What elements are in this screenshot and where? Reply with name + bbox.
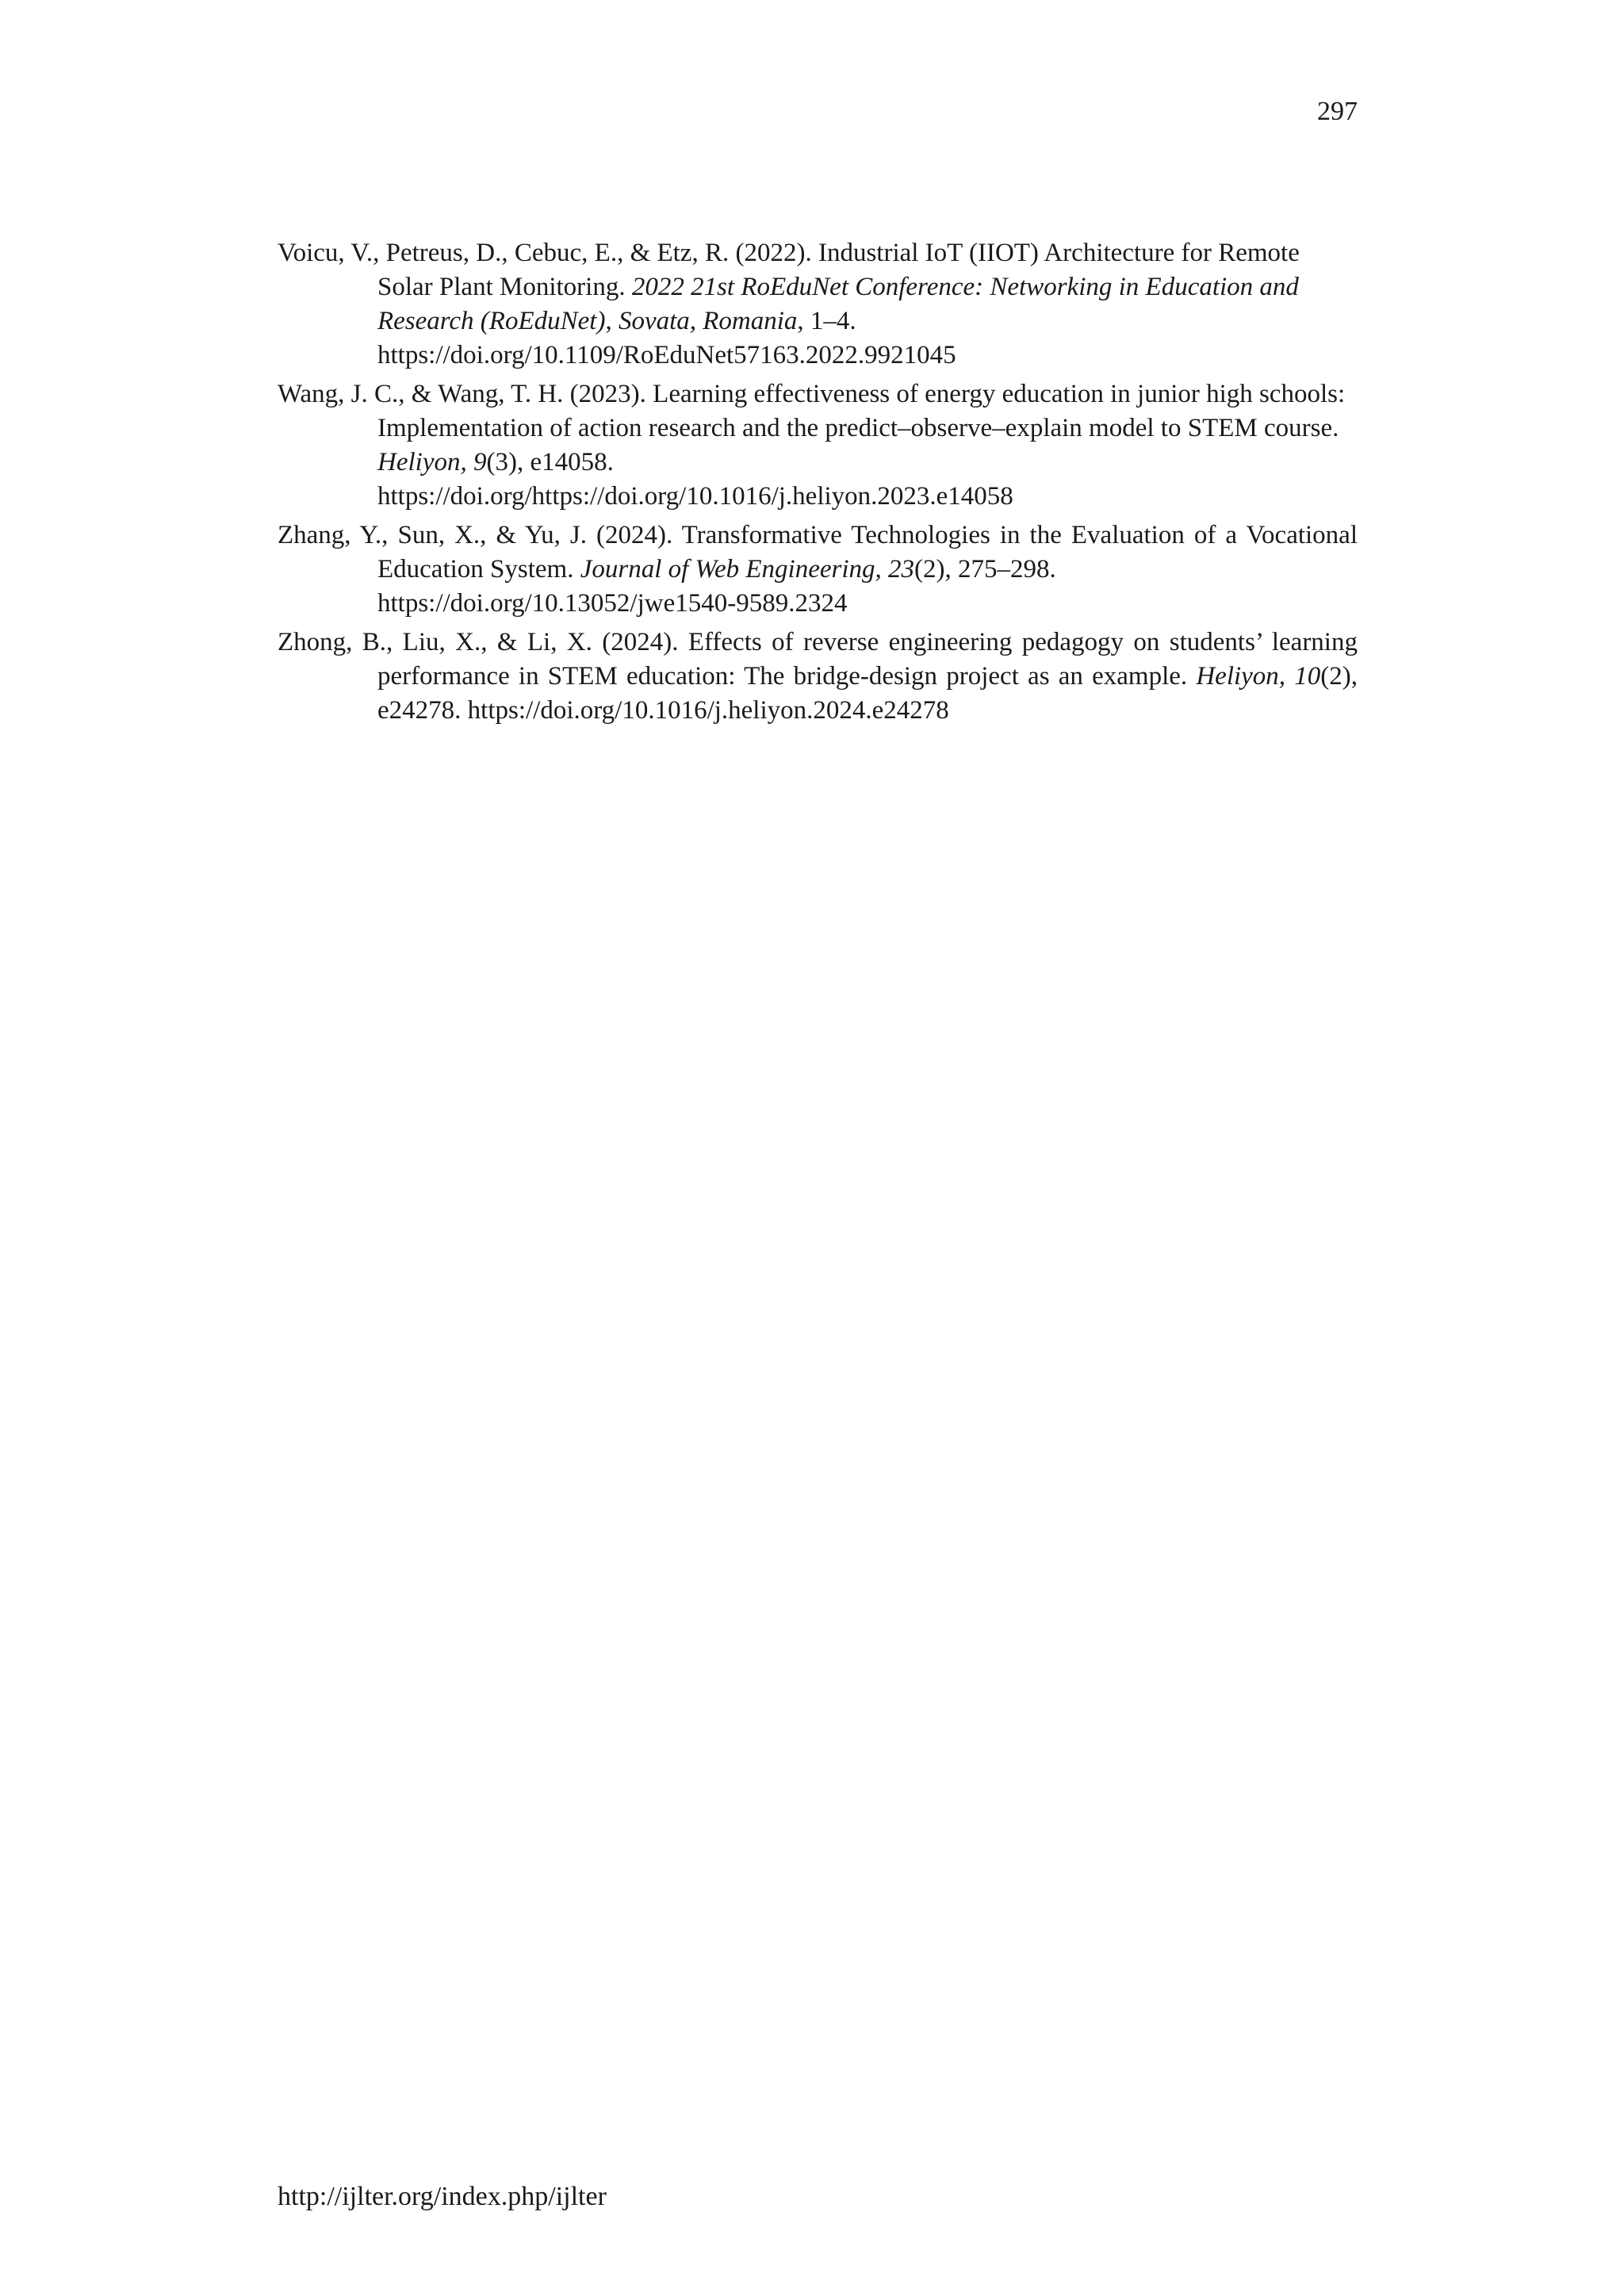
reference-separator: ,: [605, 307, 619, 335]
reference-authors-date: Wang, J. C., & Wang, T. H. (2023).: [278, 380, 646, 408]
reference-item-zhong: [278, 626, 1358, 728]
reference-title: Industrial IoT (IIOT) Architecture for Remote Solar Plant Monitoring.: [377, 239, 1300, 301]
reference-item-wang: [278, 377, 1358, 514]
reference-journal: Heliyon, 9: [377, 448, 487, 476]
page-number: 297: [1317, 97, 1358, 126]
reference-title: Effects of reverse engineering pedagogy on students’ learning performance in STEM education: The bridge-design project as an example.: [377, 628, 1358, 691]
reference-item-zhang: [278, 519, 1358, 621]
reference-issue-pages: (3), e14058.: [486, 448, 614, 476]
reference-pages: , 1–4.: [797, 307, 856, 335]
reference-authors-date: Voicu, V., Petreus, D., Cebuc, E., & Etz, R. (2022).: [278, 239, 812, 267]
reference-item-voicu: [278, 236, 1358, 373]
reference-issue-pages: (2), e24278.: [377, 662, 1358, 725]
reference-title: Transformative Technologies in the Evaluation of a Vocational Education System.: [377, 521, 1358, 584]
reference-journal: Heliyon, 10: [1196, 662, 1321, 691]
reference-doi-link[interactable]: https://doi.org/10.1109/RoEduNet57163.2022.9921045: [377, 341, 956, 369]
reference-authors-date: Zhong, B., Liu, X., & Li, X. (2024).: [278, 628, 679, 656]
reference-source: 2022 21st RoEduNet Conference: Networking in Education and Research (RoEduNet): [377, 273, 1299, 335]
reference-journal: Journal of Web Engineering, 23: [580, 555, 915, 584]
reference-location: Sovata, Romania: [618, 307, 798, 335]
footer-url-link[interactable]: http://ijlter.org/index.php/ijlter: [278, 2182, 607, 2211]
reference-doi-link[interactable]: https://doi.org/10.1016/j.heliyon.2024.e24278: [467, 696, 949, 725]
reference-authors-date: Zhang, Y., Sun, X., & Yu, J. (2024).: [278, 521, 673, 549]
reference-title: Learning effectiveness of energy education in junior high schools: Implementation of action research and the predict–observe–explain model to STEM course.: [377, 380, 1346, 442]
reference-doi-link[interactable]: https://doi.org/https://doi.org/10.1016/j.heliyon.2023.e14058: [377, 482, 1013, 511]
reference-list: [278, 236, 1358, 733]
reference-doi-link[interactable]: https://doi.org/10.13052/jwe1540-9589.2324: [377, 589, 848, 618]
reference-issue-pages: (2), 275–298.: [914, 555, 1056, 584]
